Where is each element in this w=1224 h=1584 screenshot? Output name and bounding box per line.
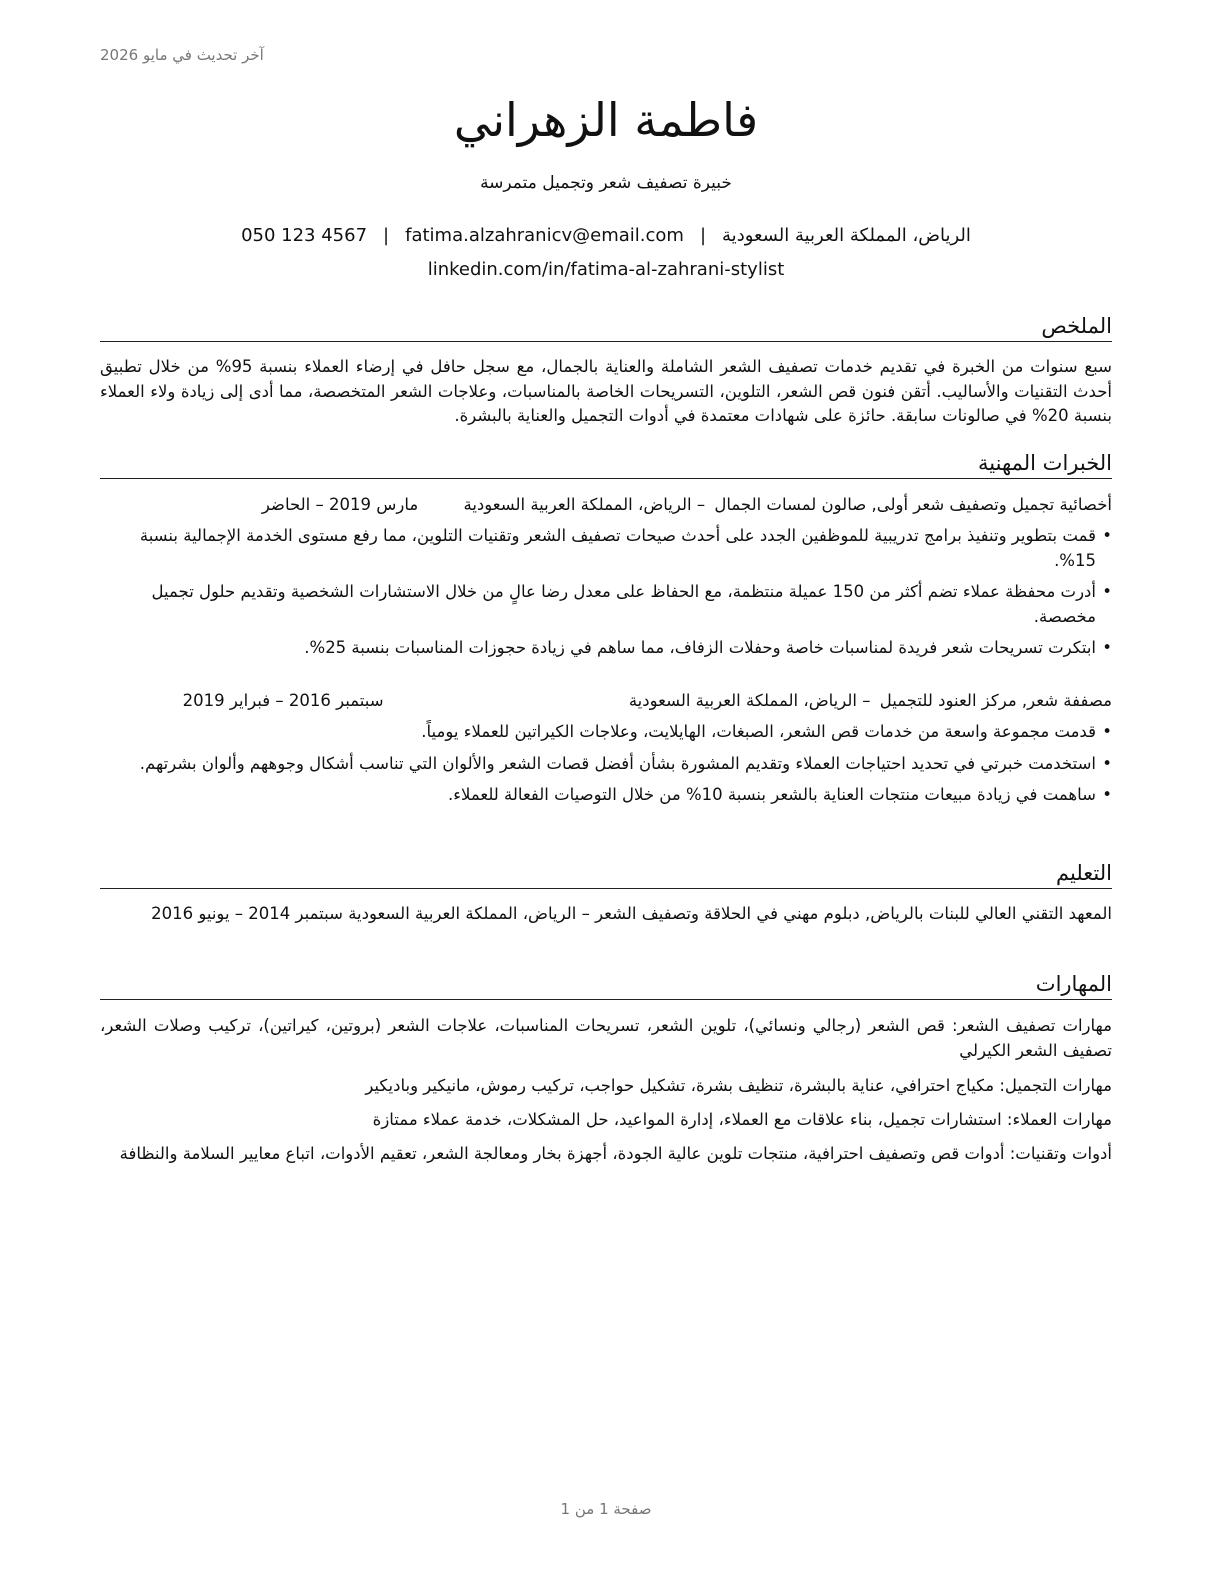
education-text: المعهد التقني العالي للبنات بالرياض, دبلوم مهني في الحلاقة وتصفيف الشعر – الرياض، المملكة العربية السعودية سبتمبر 2014 – يونيو 2016 <box>151 904 1112 923</box>
skill-line: أدوات وتقنيات: أدوات قص وتصفيف احترافية، منتجات تلوين عالية الجودة، أجهزة بخار ومعالجة الشعر، تعقيم الأدوات، اتباع معايير السلامة والنظافة <box>119 1144 1112 1163</box>
skill-line: مهارات التجميل: مكياج احترافي، عناية بالبشرة، تنظيف بشرة، تشكيل حواجب، تركيب رموش، مانيكير وباديكير <box>365 1076 1112 1095</box>
job-location: – الرياض، المملكة العربية السعودية <box>463 495 706 514</box>
contact-separator: | <box>383 225 390 246</box>
list-item: • قدمت مجموعة واسعة من خدمات قص الشعر، الصبغات، الهايلايت، وعلاجات الكيراتين للعملاء يومياً. <box>100 720 1112 745</box>
skill-line: مهارات تصفيف الشعر: قص الشعر (رجالي ونسائي)، تلوين الشعر، تسريحات المناسبات، علاجات الشعر (بروتين، كيراتين)، تركيب وصلات الشعر، تصفيف الشعر الكيرلي <box>100 1016 1112 1060</box>
bullet-icon: • <box>1102 722 1112 741</box>
resume-page <box>100 0 1112 1584</box>
job-dates: سبتمبر 2016 – فبراير 2019 <box>182 691 384 710</box>
list-item: • أدرت محفظة عملاء تضم أكثر من 150 عميلة منتظمة، مع الحفاظ على معدل رضا عالٍ من خلال الاستشارات الشخصية وتقديم حلول تجميل مخصصة. <box>151 582 1112 626</box>
list-item: • ساهمت في زيادة مبيعات منتجات العناية بالشعر بنسبة 10% من خلال التوصيات الفعالة للعملاء. <box>100 783 1112 808</box>
job-bullets <box>100 524 1112 668</box>
summary-heading: الملخص <box>100 311 1112 342</box>
list-item: • ابتكرت تسريحات شعر فريدة لمناسبات خاصة وحفلات الزفاف، مما ساهم في زيادة حجوزات المناسبات بنسبة 25%. <box>100 636 1112 661</box>
bullet-icon: • <box>1102 638 1112 657</box>
job-role-company: أخصائية تجميل وتصفيف شعر أولى, صالون لمسات الجمال <box>714 495 1112 514</box>
job-location: – الرياض، المملكة العربية السعودية <box>628 691 871 710</box>
experience-heading: الخبرات المهنية <box>100 448 1112 479</box>
education-heading: التعليم <box>100 858 1112 889</box>
job-role-company: مصففة شعر, مركز العنود للتجميل <box>879 691 1112 710</box>
contact-email[interactable]: fatima.alzahranicv@email.com <box>405 225 684 246</box>
job-bullets <box>100 720 1112 815</box>
job-dates: مارس 2019 – الحاضر <box>261 495 419 514</box>
job-header <box>100 689 1112 713</box>
bullet-icon: • <box>1102 753 1112 773</box>
bullet-icon: • <box>1102 582 1112 601</box>
summary-text: سبع سنوات من الخبرة في تقديم خدمات تصفيف الشعر الشاملة والعناية بالجمال، مع سجل حافل في إرضاء العملاء بنسبة 95% من خلال تطبيق أحدث التقنيات والأساليب. أتقن فنون قص الشعر، التلوين، التسريحات الخاصة بالمناسبات، وعلاجات الشعر المتخصصة، مما أدى إلى زيادة ولاء العملاء بنسبة 20% في صالونات سابقة. حائزة على شهادات معتمدة في أدوات التجميل والعناية بالبشرة. <box>100 357 1112 425</box>
contact-linkedin[interactable]: linkedin.com/in/fatima-al-zahrani-stylist <box>427 259 785 280</box>
bullet-icon: • <box>1102 526 1112 545</box>
page-number: صفحة 1 من 1 <box>560 1500 652 1518</box>
skills-heading: المهارات <box>100 969 1112 1000</box>
contact-separator: | <box>699 225 707 246</box>
list-item: • استخدمت خبرتي في تحديد احتياجات العملاء وتقديم المشورة بشأن أفضل قصات الشعر والألوان التي تناسب أشكال وجوههم وألوان بشرتهم. <box>100 752 1112 777</box>
job-header <box>100 493 1112 517</box>
list-item: • قمت بتطوير وتنفيذ برامج تدريبية للموظفين الجدد على أحدث صيحات تصفيف الشعر وتقنيات التلوين، مما رفع مستوى الخدمة الإجمالية بنسبة 15%. <box>139 526 1112 570</box>
bullet-icon: • <box>1102 785 1112 804</box>
last-updated: آخر تحديث في مايو 2026 <box>100 46 264 64</box>
contact-line <box>100 222 1112 250</box>
skill-line: مهارات العملاء: استشارات تجميل، بناء علاقات مع العملاء، إدارة المواعيد، حل المشكلات، خدمة عملاء ممتازة <box>372 1110 1112 1129</box>
contact-location: الرياض، المملكة العربية السعودية <box>722 225 971 246</box>
candidate-subtitle: خبيرة تصفيف شعر وتجميل متمرسة <box>480 173 732 193</box>
candidate-name: فاطمة الزهراني <box>453 93 759 147</box>
contact-phone: 050 123 4567 <box>241 225 368 246</box>
